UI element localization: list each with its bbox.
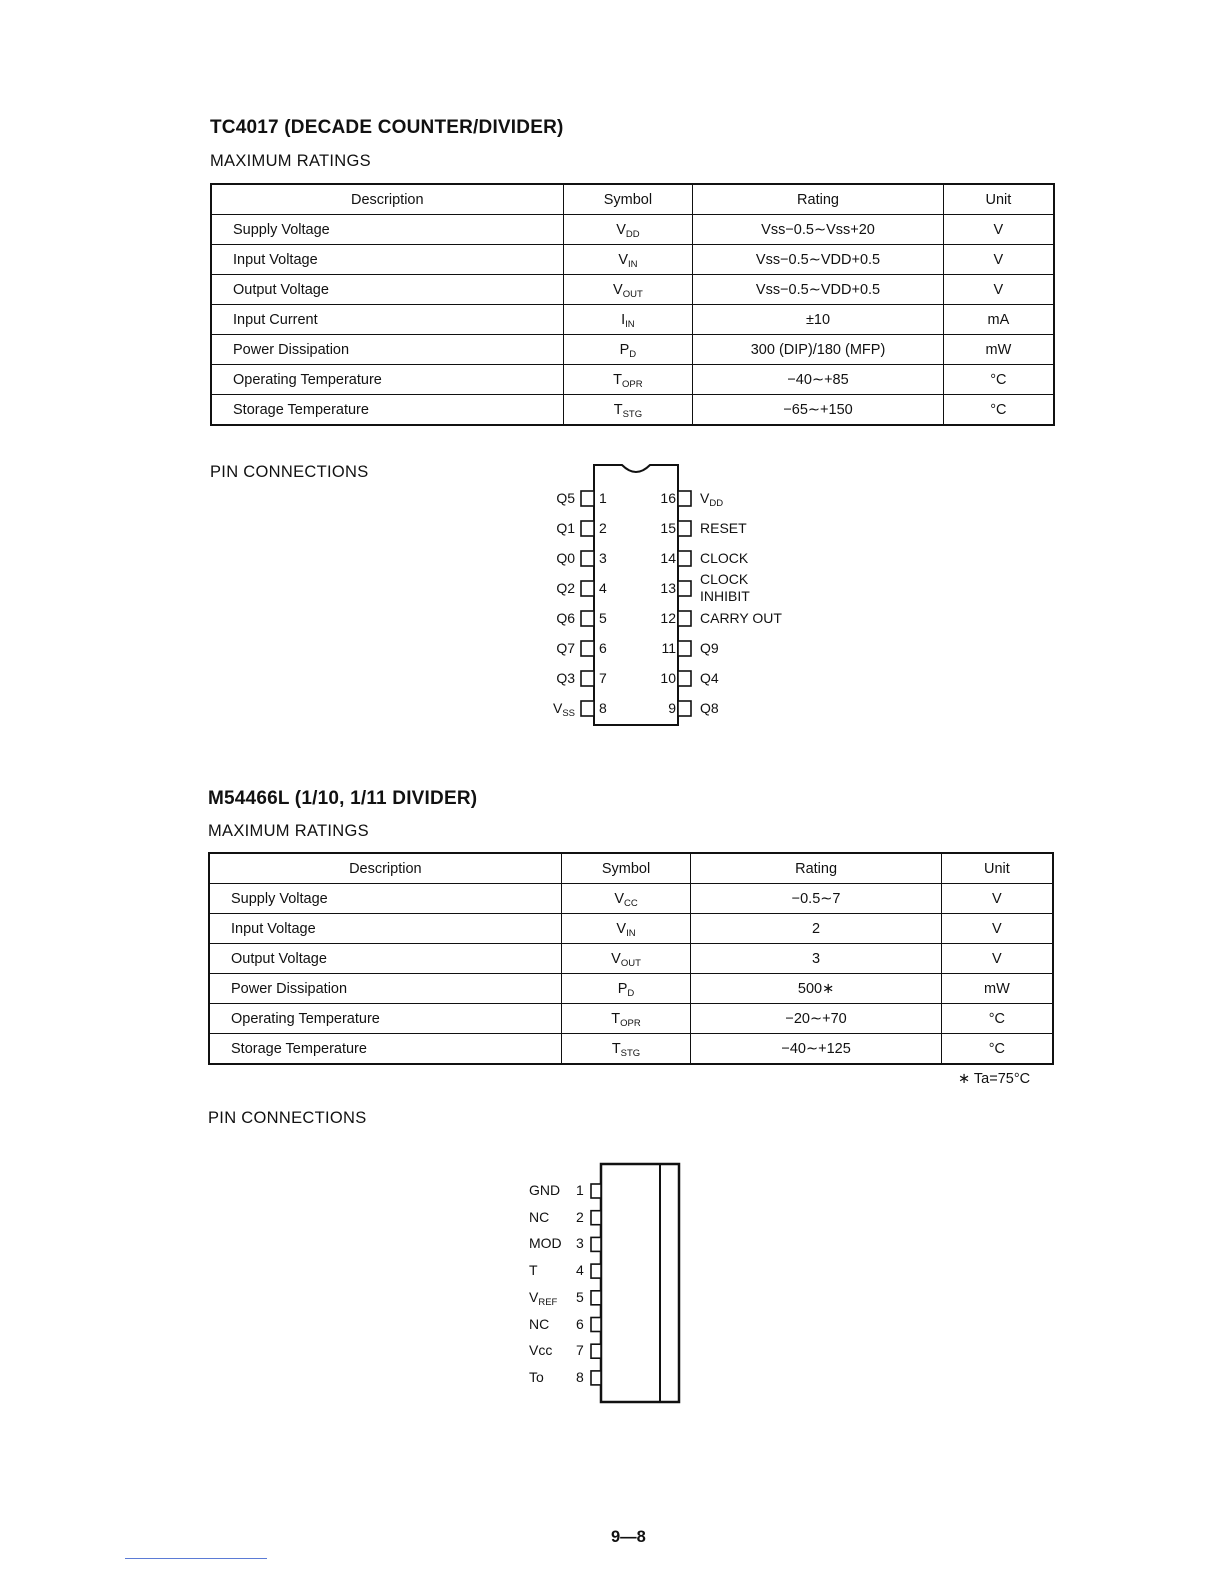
symbol-subscript: OUT xyxy=(622,288,643,300)
pin-label-left xyxy=(535,580,575,596)
table-header-row xyxy=(209,853,1053,884)
pin-box xyxy=(678,671,691,686)
cell-description: Output Voltage xyxy=(209,944,561,974)
pin-number: 2 xyxy=(576,1208,584,1225)
symbol-subscript: DD xyxy=(625,228,640,240)
cell-rating: ±10 xyxy=(693,305,944,335)
header-unit: Unit xyxy=(941,853,1053,884)
pin-name: Q0 xyxy=(556,550,575,566)
cell-unit: °C xyxy=(941,1004,1053,1034)
pin-box xyxy=(581,611,594,626)
table-header-row xyxy=(211,184,1054,215)
pin-name: NC xyxy=(529,1208,550,1225)
pin-box xyxy=(678,581,691,596)
footnote: ∗ Ta=75°C xyxy=(958,1071,1031,1087)
pin-name: Q9 xyxy=(700,640,719,656)
section2-pin-title: PIN CONNECTIONS xyxy=(208,1109,367,1127)
symbol-main: V xyxy=(613,281,623,298)
section1-pin-title: PIN CONNECTIONS xyxy=(210,463,369,481)
symbol-main: V xyxy=(618,251,628,268)
pin-label xyxy=(529,1342,552,1358)
cell-rating: 2 xyxy=(691,914,941,944)
pin-box xyxy=(591,1318,601,1332)
symbol-subscript: IN xyxy=(625,318,635,330)
cell-rating: 300 (DIP)/180 (MFP) xyxy=(693,335,944,365)
pin-label-left xyxy=(535,640,575,656)
symbol-main: T xyxy=(613,371,623,388)
cell-unit: V xyxy=(943,275,1054,305)
header-symbol: Symbol xyxy=(561,853,691,884)
section2-subtitle: MAXIMUM RATINGS xyxy=(208,822,369,840)
table-row xyxy=(211,245,1054,275)
cell-symbol xyxy=(563,245,693,275)
ratings-table-2 xyxy=(208,852,1054,1065)
ic-body-outline xyxy=(601,1164,679,1402)
section1-title: TC4017 (DECADE COUNTER/DIVIDER) xyxy=(210,117,564,138)
table-row xyxy=(211,275,1054,305)
symbol-subscript: STG xyxy=(620,1047,641,1059)
dip16-package xyxy=(574,463,704,728)
cell-rating: −65∼+150 xyxy=(693,395,944,426)
pin-number: 5 xyxy=(576,1288,584,1305)
cell-rating: −40∼+125 xyxy=(691,1034,941,1065)
symbol-main: I xyxy=(621,311,626,328)
pin-label-right xyxy=(700,571,750,605)
symbol-main: T xyxy=(611,1040,621,1057)
cell-description: Input Current xyxy=(211,305,563,335)
pin-number: 12 xyxy=(660,610,676,626)
pin-label-right xyxy=(700,520,747,536)
cell-symbol xyxy=(563,305,693,335)
pin-box xyxy=(581,491,594,506)
pin-number: 7 xyxy=(576,1342,584,1359)
pin-box xyxy=(591,1237,601,1251)
pin-box xyxy=(581,521,594,536)
cell-description: Operating Temperature xyxy=(209,1004,561,1034)
pin-label-left xyxy=(535,610,575,626)
header-rating: Rating xyxy=(693,184,944,215)
cell-unit: °C xyxy=(941,1034,1053,1065)
pin-number: 2 xyxy=(599,520,607,536)
pin-number: 14 xyxy=(660,550,676,566)
pin-name: GND xyxy=(529,1182,561,1198)
pin-box xyxy=(581,581,594,596)
symbol-subscript: OPR xyxy=(620,1017,641,1029)
pin-box xyxy=(591,1184,601,1198)
pin-name: Vcc xyxy=(529,1342,553,1359)
header-rating: Rating xyxy=(691,853,941,884)
pin-label-right xyxy=(700,670,719,686)
pin-number: 1 xyxy=(599,490,607,506)
cell-symbol xyxy=(561,974,691,1004)
cell-description: Supply Voltage xyxy=(209,884,561,914)
cell-symbol xyxy=(563,395,693,426)
header-description: Description xyxy=(211,184,563,215)
pin-label-right xyxy=(700,700,719,716)
pin-box xyxy=(591,1211,601,1225)
cell-rating: Vss−0.5∼VDD+0.5 xyxy=(693,275,944,305)
pin-label-left xyxy=(535,490,575,506)
table-row xyxy=(209,914,1053,944)
cell-rating: −20∼+70 xyxy=(691,1004,941,1034)
table-row xyxy=(209,884,1053,914)
pin-name-line2: INHIBIT xyxy=(700,588,750,604)
pin-name: Q5 xyxy=(556,490,575,506)
table-row xyxy=(211,215,1054,245)
table-row xyxy=(211,305,1054,335)
section1-subtitle: MAXIMUM RATINGS xyxy=(210,152,371,170)
cell-description: Operating Temperature xyxy=(211,365,563,395)
cell-symbol xyxy=(563,365,693,395)
cell-symbol xyxy=(561,1034,691,1065)
cell-unit: V xyxy=(941,914,1053,944)
table-row xyxy=(211,365,1054,395)
pin-name: RESET xyxy=(700,520,747,536)
pin-number: 7 xyxy=(599,670,607,686)
pin-name: Q1 xyxy=(556,520,575,536)
pin-number: 5 xyxy=(599,610,607,626)
cell-description: Storage Temperature xyxy=(209,1034,561,1065)
pin-label-left xyxy=(535,550,575,566)
pin-box xyxy=(678,701,691,716)
pin-name: MOD xyxy=(529,1235,562,1252)
pin-name: V xyxy=(529,1288,539,1305)
symbol-subscript: D xyxy=(627,987,635,999)
pin-label xyxy=(529,1182,560,1198)
pin-name: Q2 xyxy=(556,580,575,596)
pin-label-right xyxy=(700,550,748,566)
pin-number: 3 xyxy=(576,1235,584,1252)
symbol-main: P xyxy=(617,980,628,997)
ratings-table-1 xyxy=(210,183,1055,426)
pin-name: Q3 xyxy=(556,670,575,686)
cell-description: Storage Temperature xyxy=(211,395,563,426)
cell-unit: V xyxy=(943,215,1054,245)
cell-rating: Vss−0.5∼Vss+20 xyxy=(693,215,944,245)
pin-box xyxy=(591,1264,601,1278)
pin-number: 1 xyxy=(576,1182,584,1198)
page-number: 9—8 xyxy=(611,1528,646,1546)
footer-rule xyxy=(125,1558,267,1559)
table-row xyxy=(209,1004,1053,1034)
pin-box xyxy=(581,641,594,656)
pin-number: 10 xyxy=(660,670,676,686)
pin-number: 16 xyxy=(660,490,676,506)
table-row xyxy=(209,1034,1053,1065)
cell-rating: 500∗ xyxy=(691,974,941,1004)
cell-rating: 3 xyxy=(691,944,941,974)
header-description: Description xyxy=(209,853,561,884)
header-unit: Unit xyxy=(943,184,1054,215)
pin-number: 9 xyxy=(668,700,676,716)
cell-rating: Vss−0.5∼VDD+0.5 xyxy=(693,245,944,275)
pin-label xyxy=(529,1235,562,1251)
pin-box xyxy=(678,641,691,656)
cell-symbol xyxy=(561,884,691,914)
section2-title: M54466L (1/10, 1/11 DIVIDER) xyxy=(208,788,478,809)
pin-label-left xyxy=(535,670,575,686)
pin-number: 3 xyxy=(599,550,607,566)
cell-unit: mW xyxy=(943,335,1054,365)
pin-label-right xyxy=(700,490,724,509)
pin-number: 4 xyxy=(599,580,607,596)
pin-name: Q4 xyxy=(700,670,719,686)
pin-label-left xyxy=(535,700,575,719)
pin-box xyxy=(591,1291,601,1305)
symbol-main: T xyxy=(613,401,623,418)
pin-box xyxy=(678,551,691,566)
pin-box xyxy=(591,1371,601,1385)
pin-label-right xyxy=(700,610,782,626)
pin-box xyxy=(678,521,691,536)
cell-symbol xyxy=(561,944,691,974)
pin-name: CARRY OUT xyxy=(700,610,782,626)
cell-symbol xyxy=(563,275,693,305)
pin-number: 4 xyxy=(576,1262,584,1279)
pin-name: CLOCK xyxy=(700,550,749,566)
pin-name: Q6 xyxy=(556,610,575,626)
symbol-main: P xyxy=(619,341,630,358)
pin-box xyxy=(591,1344,601,1358)
cell-description: Input Voltage xyxy=(211,245,563,275)
cell-description: Input Voltage xyxy=(209,914,561,944)
pin-name: NC xyxy=(529,1315,550,1332)
symbol-subscript: IN xyxy=(627,258,638,270)
pin-name: V xyxy=(552,700,563,716)
pin-name: To xyxy=(529,1368,544,1385)
pin-name: Q7 xyxy=(556,640,575,656)
cell-unit: mA xyxy=(943,305,1054,335)
table-row xyxy=(209,974,1053,1004)
cell-description: Supply Voltage xyxy=(211,215,563,245)
cell-symbol xyxy=(561,1004,691,1034)
symbol-main: V xyxy=(611,950,621,967)
cell-symbol xyxy=(561,914,691,944)
cell-unit: °C xyxy=(943,395,1054,426)
cell-description: Output Voltage xyxy=(211,275,563,305)
pin-name: CLOCK xyxy=(700,571,749,587)
pin-name: T xyxy=(529,1262,538,1279)
pin-box xyxy=(581,671,594,686)
cell-rating: −0.5∼7 xyxy=(691,884,941,914)
pin-label xyxy=(529,1288,558,1308)
table-row xyxy=(211,335,1054,365)
pin-label xyxy=(529,1316,549,1332)
pin-number: 11 xyxy=(661,640,676,656)
symbol-main: V xyxy=(616,920,627,937)
cell-description: Power Dissipation xyxy=(209,974,561,1004)
sip8-package xyxy=(585,1160,685,1410)
pin-label xyxy=(529,1209,549,1225)
symbol-main: V xyxy=(616,221,626,238)
cell-unit: V xyxy=(941,884,1053,914)
symbol-subscript: STG xyxy=(622,408,643,420)
pin-box xyxy=(581,551,594,566)
symbol-subscript: OPR xyxy=(622,378,643,390)
pin-label-left xyxy=(535,520,575,536)
pin-name-subscript: DD xyxy=(709,498,724,509)
symbol-main: V xyxy=(614,890,624,907)
symbol-subscript: D xyxy=(629,348,637,360)
pin-number: 8 xyxy=(576,1368,584,1385)
pin-box xyxy=(678,611,691,626)
pin-number: 8 xyxy=(599,700,607,716)
pin-box xyxy=(581,701,594,716)
cell-symbol xyxy=(563,335,693,365)
pin-name: Q8 xyxy=(700,700,719,716)
pin-name-subscript: SS xyxy=(562,708,575,719)
pin-number: 6 xyxy=(576,1315,584,1332)
symbol-subscript: OUT xyxy=(620,957,641,969)
pin-number: 6 xyxy=(599,640,607,656)
cell-unit: V xyxy=(943,245,1054,275)
cell-description: Power Dissipation xyxy=(211,335,563,365)
table-row xyxy=(211,395,1054,426)
table-row xyxy=(209,944,1053,974)
cell-unit: V xyxy=(941,944,1053,974)
pin-number: 15 xyxy=(660,520,676,536)
pin-label xyxy=(529,1369,544,1385)
pin-name-subscript: REF xyxy=(538,1296,558,1308)
cell-unit: °C xyxy=(943,365,1054,395)
pin-box xyxy=(678,491,691,506)
cell-unit: mW xyxy=(941,974,1053,1004)
cell-rating: −40∼+85 xyxy=(693,365,944,395)
header-symbol: Symbol xyxy=(563,184,693,215)
symbol-subscript: IN xyxy=(626,927,636,939)
symbol-main: T xyxy=(611,1010,621,1027)
symbol-subscript: CC xyxy=(623,897,638,909)
pin-label-right xyxy=(700,640,719,656)
cell-symbol xyxy=(563,215,693,245)
pin-name: V xyxy=(700,490,710,506)
pin-label xyxy=(529,1262,538,1278)
pin-number: 13 xyxy=(660,580,676,596)
